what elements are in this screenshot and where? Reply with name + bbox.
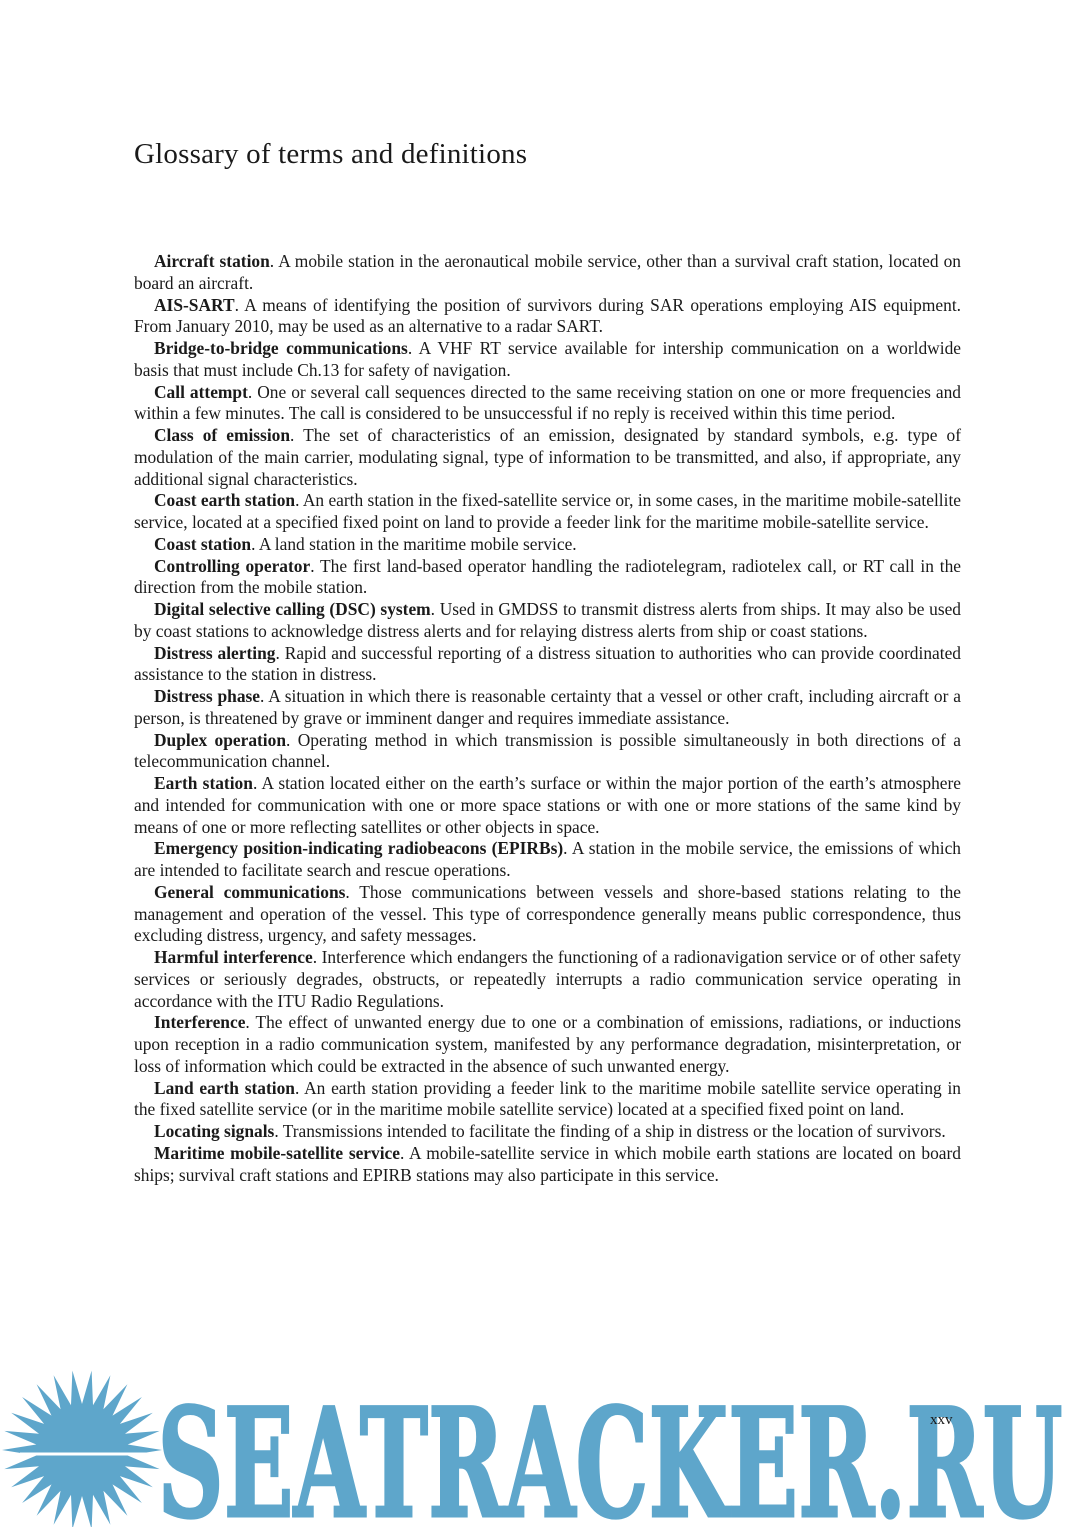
- glossary-definition: . One or several call sequences directed to the same receiving station on one or more frequencies and within a few minutes. The call is considered to be unsuccessful if no reply is received within this time period.: [134, 381, 962, 424]
- glossary-entry: [134, 1012, 961, 1077]
- glossary-term: Class of emission: [154, 425, 291, 445]
- watermark-text: SEATRACKER.RU: [157, 1376, 1063, 1527]
- glossary-entry: [134, 730, 961, 774]
- glossary-entry: [134, 556, 961, 600]
- glossary-entry: [134, 490, 961, 534]
- glossary-definition: . Interference which endangers the functioning of a radionavigation service or of other safety services or seriously degrades, obstructs, or repeatedly interrupts a radio communication service operating in accordance with the ITU Radio Regulations.: [134, 947, 961, 1011]
- glossary-term: Coast station: [154, 533, 252, 554]
- glossary-entry: [134, 686, 961, 730]
- glossary-term: Distress phase: [154, 686, 261, 706]
- glossary-term: Controlling operator: [154, 555, 311, 576]
- glossary-definition: . Transmissions intended to facilitate the finding of a ship in distress or the location of survivors.: [274, 1121, 946, 1141]
- glossary-entry: [134, 338, 961, 382]
- glossary-definition: . A VHF RT service available for intership communication on a worldwide basis that must include Ch.13 for safety of navigation.: [134, 338, 961, 380]
- glossary-entry: [134, 425, 961, 490]
- glossary-definition: . A situation in which there is reasonable certainty that a vessel or other craft, including aircraft or a person, is threatened by grave or imminent danger and requires immediate assistance.: [134, 686, 962, 728]
- glossary-entry: [134, 1121, 961, 1143]
- glossary-definition: . Rapid and successful reporting of a distress situation to authorities who can provide coordinated assistance to the station in distress.: [134, 642, 961, 685]
- glossary-definition: . A station located either on the earth’s surface or within the major portion of the earth’s atmosphere and intended for communication with one or more space stations or with one or more stations of the same kind by means of one or more reflecting satellites or other objects in space.: [134, 773, 962, 837]
- glossary-term: Harmful interference: [154, 947, 313, 967]
- glossary-definition: . The set of characteristics of an emission, designated by standard symbols, e.g. type of modulation of the main carrier, modulating signal, type of information to be transmitted, and also, if appropriate, any additional signal characteristics.: [134, 425, 961, 489]
- glossary-term: Duplex operation: [154, 729, 287, 750]
- glossary-entry: [134, 838, 961, 882]
- glossary-entry: [134, 947, 961, 1012]
- glossary-term: Interference: [154, 1012, 246, 1033]
- glossary-definition: . A means of identifying the position of survivors during SAR operations employing AIS equipment. From January 2010, may be used as an alternative to a radar SART.: [134, 294, 961, 337]
- page-title: Glossary of terms and definitions: [134, 138, 528, 170]
- glossary-term: Coast earth station: [154, 490, 296, 511]
- glossary-term: Emergency position-indicating radiobeacons (EPIRBs): [154, 838, 564, 859]
- page-number: xxv: [930, 1412, 953, 1428]
- glossary-term: Earth station: [154, 773, 253, 793]
- glossary-entry: [134, 773, 961, 838]
- glossary-term: Call attempt: [154, 381, 248, 402]
- glossary-entry: [134, 534, 961, 556]
- glossary-entry: [134, 643, 961, 687]
- watermark: [0, 1370, 1080, 1527]
- glossary-term: Distress alerting: [154, 642, 276, 663]
- glossary-entry: [134, 1078, 961, 1122]
- glossary-definition: . A mobile-satellite service in which mobile earth stations are located on board ships; survival craft stations and EPIRB stations may also participate in this service.: [134, 1142, 961, 1185]
- glossary-entry: [134, 1143, 961, 1187]
- glossary-definition: . A land station in the maritime mobile service.: [251, 533, 577, 554]
- glossary-list: [134, 251, 961, 1186]
- glossary-entry: [134, 251, 961, 295]
- glossary-term: Digital selective calling (DSC) system: [154, 599, 431, 619]
- glossary-entry: [134, 599, 961, 643]
- glossary-term: Locating signals: [154, 1121, 275, 1141]
- glossary-definition: . Those communications between vessels and shore-based stations relating to the management and operation of the vessel. This type of correspondence generally means public correspondence, thus excluding distress, urgency, and safety messages.: [134, 881, 961, 946]
- glossary-definition: . The first land-based operator handling the radiotelegram, radiotelex call, or RT call in the direction from the mobile station.: [134, 555, 962, 598]
- glossary-definition: . A mobile station in the aeronautical mobile service, other than a survival craft station, located on board an aircraft.: [134, 251, 961, 293]
- glossary-term: Bridge-to-bridge communications: [154, 338, 408, 358]
- glossary-definition: . The effect of unwanted energy due to one or a combination of emissions, radiations, or inductions upon reception in a radio communication system, manifested by any performance degradation, misinterpretation, or loss of information which could be extracted in the absence of such unwanted energy.: [134, 1012, 961, 1076]
- glossary-term: Maritime mobile-satellite service: [154, 1142, 400, 1163]
- glossary-term: Aircraft station: [154, 251, 270, 271]
- sun-icon: [2, 1371, 162, 1527]
- glossary-definition: . Operating method in which transmission is possible simultaneously in both directions of a telecommunication channel.: [134, 729, 961, 772]
- glossary-definition: . Used in GMDSS to transmit distress alerts from ships. It may also be used by coast stations to acknowledge distress alerts and for relaying distress alerts from ship or coast stations.: [134, 599, 962, 641]
- glossary-entry: [134, 382, 961, 426]
- glossary-term: AIS-SART: [154, 294, 235, 315]
- glossary-definition: . A station in the mobile service, the emissions of which are intended to facilitate search and rescue operations.: [134, 838, 961, 880]
- glossary-term: General communications: [154, 881, 346, 902]
- glossary-term: Land earth station: [154, 1077, 295, 1098]
- glossary-entry: [134, 295, 961, 339]
- glossary-entry: [134, 882, 961, 947]
- glossary-definition: . An earth station in the fixed-satellite service or, in some cases, in the maritime mobile-satellite service, located at a specified fixed point on land to provide a feeder link for the maritime mobile-satellite service.: [134, 490, 962, 532]
- glossary-definition: . An earth station providing a feeder link to the maritime mobile satellite service operating in the fixed satellite service (or in the maritime mobile satellite service) located at a specified fixed point on land.: [134, 1077, 961, 1120]
